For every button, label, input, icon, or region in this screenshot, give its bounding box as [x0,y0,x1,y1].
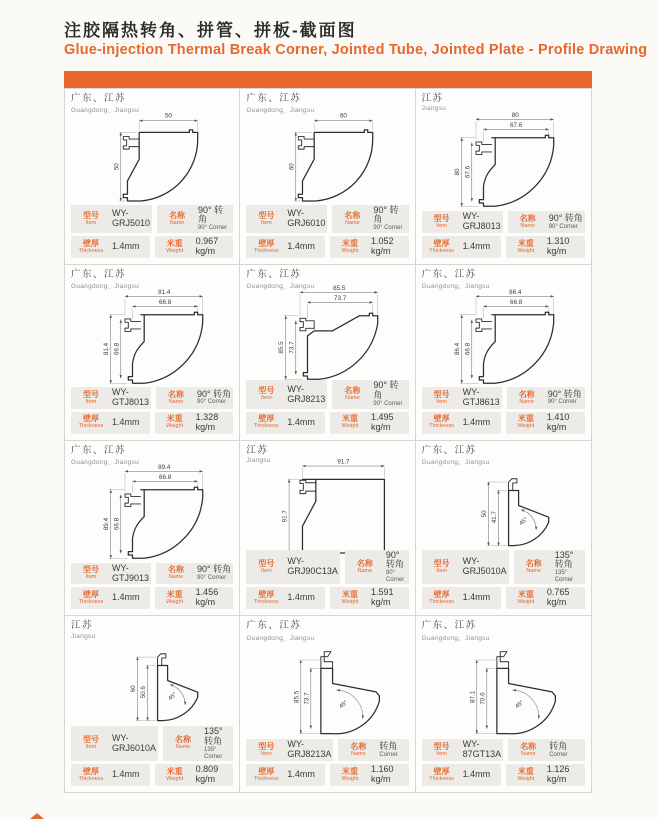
dimension-label: 66.8 [112,342,120,355]
weight-label: 米重 Weight [517,590,535,606]
profile-grid [64,88,592,793]
region-label-en: Jiangsu [71,632,96,640]
dimension-label: 80 [511,111,519,119]
region-label-en: Guangdong、Jiangsu [246,634,315,642]
weight-label: 米重 Weight [341,766,359,782]
dimension-label: 73.7 [303,691,311,705]
spec-table [422,739,585,786]
dimension-label: 89.4 [102,518,110,531]
dimension-label: 85.5 [333,285,346,293]
name-value: 90° 转角 90° Corner [197,388,232,406]
weight-value: 1.495 kg/m [371,411,394,432]
profile-drawing [84,632,221,734]
name-value: 135° 转角 135° Corner [554,549,574,583]
item-value: WY-GRJ8213 [287,383,326,404]
weight-label: 米重 Weight [341,414,359,430]
thickness-value: 1.4mm [462,240,491,251]
weight-label: 米重 Weight [517,414,535,430]
weight-label: 米重 Weight [517,766,535,782]
dimension-label: 70.6 [479,691,487,705]
profile-card [416,265,591,441]
profile-card [65,441,240,617]
thickness-value: 1.4mm [462,592,491,603]
profile-card [65,265,240,441]
spec-table [71,726,233,786]
item-label: 型号 Item [433,213,450,229]
weight-value: 1.052 kg/m [371,235,394,256]
name-label: 名称 Name [344,210,361,226]
dimension-label: 50 [164,111,172,119]
name-value: 135° 转角 135° Corner [204,726,223,760]
dimension-label: 66.8 [112,518,120,531]
name-value: 90° 转角 90° Corner [548,212,583,230]
dimension-label: 89.4 [157,464,170,472]
region-label-cn: 广东、江苏 [71,444,127,456]
profile-card [416,441,591,617]
profile-card [240,616,415,792]
dimension-label: 60 [129,685,137,693]
region-label-cn: 江苏 [421,93,444,104]
name-label: 名称 Name [350,742,367,758]
spec-table [422,550,585,610]
dimension-label: 67.6 [509,121,522,129]
name-label: 名称 Name [168,565,185,581]
profile-card [65,89,240,265]
name-value: 转角 Corner [379,741,398,758]
clip-hook-detail [300,319,314,332]
item-label: 型号 Item [433,558,450,574]
item-value: WY-GRJ6010A [112,732,157,753]
clip-hook-detail [476,142,492,155]
item-label: 型号 Item [433,389,450,405]
region-label-cn: 广东、江苏 [246,93,302,104]
thickness-value: 1.4mm [462,416,491,427]
thickness-value: 1.4mm [287,769,315,780]
thickness-value: 1.4mm [112,240,140,251]
weight-label: 米重 Weight [166,238,184,254]
dimension-label: 50 [480,510,488,518]
profile-drawing [84,109,221,211]
name-value: 90° 转角 90° Corner [198,204,228,232]
region-label-en: Guangdong、Jiangsu [71,107,139,115]
thickness-value: 1.4mm [112,769,140,780]
weight-value: 1.160 kg/m [371,764,394,785]
thickness-label: 壁厚 Thickness [429,414,455,430]
dimension-label: 50 [112,162,120,170]
profile-drawing [84,463,221,565]
region-label-en: Guangdong、Jiangsu [421,458,490,466]
dimension-label: 60 [288,162,296,170]
dimension-label: 73.7 [288,341,296,354]
dimension-label: 85.5 [278,341,286,354]
dimension-label: 66.8 [464,342,472,355]
dimension-label: 66.8 [158,298,171,306]
weight-value: 1.456 kg/m [195,587,219,608]
thickness-label: 壁厚 Thickness [253,238,279,254]
profile-drawing [435,111,572,213]
region-label-cn: 江苏 [71,620,94,632]
clip-hook-detail [497,651,509,668]
name-label: 名称 Name [356,558,373,574]
clip-hook-detail [321,651,333,668]
thickness-label: 壁厚 Thickness [253,414,279,430]
thickness-label: 壁厚 Thickness [429,766,455,782]
item-label: 型号 Item [83,210,99,226]
profile-drawing [435,457,572,559]
weight-label: 米重 Weight [341,238,359,254]
clip-hook-detail [157,654,165,666]
dimension-label: 87.1 [469,690,477,703]
thickness-value: 1.4mm [112,592,140,603]
name-value: 90° 转角 90° Corner [385,549,405,583]
weight-value: 1.328 kg/m [195,411,219,432]
item-value: WY-GRJ5010 [112,207,151,228]
name-label: 名称 Name [168,389,185,405]
item-label: 型号 Item [258,742,275,758]
item-label: 型号 Item [258,210,275,226]
page-title-english: Glue-injection Thermal Break Corner, Jointed Tube, Jointed Plate - Profile Drawing [64,42,648,58]
dimension-label: 80 [454,168,462,176]
region-label-en: Jiangsu [246,456,271,464]
dimension-label: 73.7 [333,295,347,303]
weight-value: 0.967 kg/m [195,235,219,256]
thickness-label: 壁厚 Thickness [78,590,104,606]
dimension-label: 86.4 [454,342,462,355]
weight-label: 米重 Weight [166,590,184,606]
name-label: 名称 Name [175,735,192,751]
profile-drawing [259,284,396,386]
region-label-en: Jiangsu [421,105,447,113]
name-value: 转角 Corner [549,741,568,758]
region-label-cn: 广东、江苏 [246,268,302,280]
item-label: 型号 Item [83,565,99,581]
region-label-cn: 江苏 [246,444,269,456]
thickness-value: 1.4mm [287,592,315,603]
weight-value: 1.310 kg/m [546,235,570,256]
region-label-en: Guangdong、Jiangsu [71,458,139,466]
name-value: 90° 转角 90° Corner [197,564,232,582]
dimension-label: 91.7 [281,509,289,523]
clip-hook-detail [300,480,316,493]
clip-hook-detail [508,478,516,490]
item-value: WY-GRJ90C13A [287,556,338,576]
item-value: WY-GRJ5010A [462,556,507,576]
profile-drawing [84,288,221,390]
thickness-label: 壁厚 Thickness [78,238,104,254]
spec-table [246,550,408,610]
item-value: WY-GTJ8613 [462,386,500,407]
item-label: 型号 Item [433,742,450,758]
profile-card [416,616,591,792]
spec-table [246,380,408,433]
thickness-label: 壁厚 Thickness [253,766,279,782]
name-label: 名称 Name [169,210,186,226]
clip-hook-detail [298,136,314,149]
thickness-label: 壁厚 Thickness [429,238,455,254]
thickness-label: 壁厚 Thickness [78,766,104,782]
thickness-label: 壁厚 Thickness [253,590,279,606]
name-label: 名称 Name [520,742,537,758]
name-label: 名称 Name [525,558,542,574]
spec-table [246,205,408,258]
weight-value: 0.765 kg/m [546,587,570,608]
clip-hook-detail [125,318,141,331]
dimension-label: 86.4 [508,288,522,296]
dimension-label: 60 [339,111,347,119]
item-value: WY-GRJ6010 [287,207,326,228]
name-label: 名称 Name [519,213,536,229]
region-label-en: Guangdong、Jiangsu [421,283,490,291]
profile-drawing [435,288,572,390]
region-label-en: Guangdong、Jiangsu [71,283,139,291]
profile-drawing [259,109,396,211]
angle-label: 45° [338,699,350,710]
profile-drawing [435,640,572,742]
spec-table [71,387,233,434]
item-value: WY-GRJ8213A [287,739,332,760]
region-label-cn: 广东、江苏 [421,268,477,280]
dimension-label: 81.4 [157,288,170,296]
profile-card [240,441,415,617]
profile-drawing [259,640,396,742]
profile-card [416,89,591,265]
dimension-label: 66.8 [509,298,522,306]
region-label-cn: 广东、江苏 [421,620,477,632]
profile-card [65,616,240,792]
item-value: WY-GTJ8013 [112,386,150,407]
item-label: 型号 Item [258,386,275,402]
weight-label: 米重 Weight [166,766,184,782]
weight-label: 米重 Weight [517,238,535,254]
item-label: 型号 Item [83,389,99,405]
page-corner-decoration [30,813,44,819]
weight-label: 米重 Weight [166,414,184,430]
profile-drawing [259,456,396,558]
item-value: WY-GRJ8013 [462,211,501,232]
weight-value: 1.591 kg/m [371,587,394,608]
clip-hook-detail [123,136,139,149]
spec-table [71,563,233,610]
spec-table [71,205,233,258]
region-label-en: Guangdong、Jiangsu [246,107,315,115]
weight-label: 米重 Weight [341,590,359,606]
region-label-cn: 广东、江苏 [71,268,127,280]
weight-value: 1.410 kg/m [546,411,570,432]
weight-value: 1.126 kg/m [546,764,570,785]
clip-hook-detail [476,318,492,331]
thickness-label: 壁厚 Thickness [429,590,455,606]
region-label-en: Guangdong、Jiangsu [246,283,315,291]
clip-hook-detail [125,494,141,507]
orange-banner [64,71,592,88]
item-label: 型号 Item [83,735,99,751]
dimension-label: 67.6 [464,165,472,178]
item-value: WY-GTJ9013 [112,562,150,583]
name-value: 90° 转角 90° Corner [547,388,582,406]
spec-table [246,739,408,786]
dimension-label: 85.5 [293,690,301,703]
item-label: 型号 Item [258,558,275,574]
angle-label: 45° [514,699,525,710]
thickness-value: 1.4mm [112,416,140,427]
weight-value: 0.809 kg/m [195,764,219,785]
angle-label: 45° [518,516,529,527]
dimension-label: 50.6 [139,686,147,699]
region-label-cn: 广东、江苏 [246,620,302,632]
thickness-value: 1.4mm [287,240,315,251]
page-title-chinese: 注胶隔热转角、拼管、拼板-截面图 [64,21,357,40]
dimension-label: 66.8 [158,474,171,482]
thickness-value: 1.4mm [287,416,315,427]
name-label: 名称 Name [344,386,361,402]
spec-table [422,211,585,258]
region-label-cn: 广东、江苏 [421,444,477,456]
name-value: 90° 转角 90° Corner [373,380,403,408]
thickness-value: 1.4mm [462,769,491,780]
region-label-cn: 广东、江苏 [71,93,127,104]
region-label-en: Guangdong、Jiangsu [421,634,490,642]
dimension-label: 91.7 [337,458,350,466]
spec-table [422,387,585,434]
item-value: WY-87GT13A [462,739,502,760]
dimension-label: 81.4 [102,342,110,355]
thickness-label: 壁厚 Thickness [78,414,104,430]
name-value: 90° 转角 90° Corner [373,204,403,232]
profile-card [240,265,415,441]
name-label: 名称 Name [518,389,535,405]
angle-label: 45° [167,691,178,703]
profile-card [240,89,415,265]
dimension-label: 41.7 [490,510,498,524]
